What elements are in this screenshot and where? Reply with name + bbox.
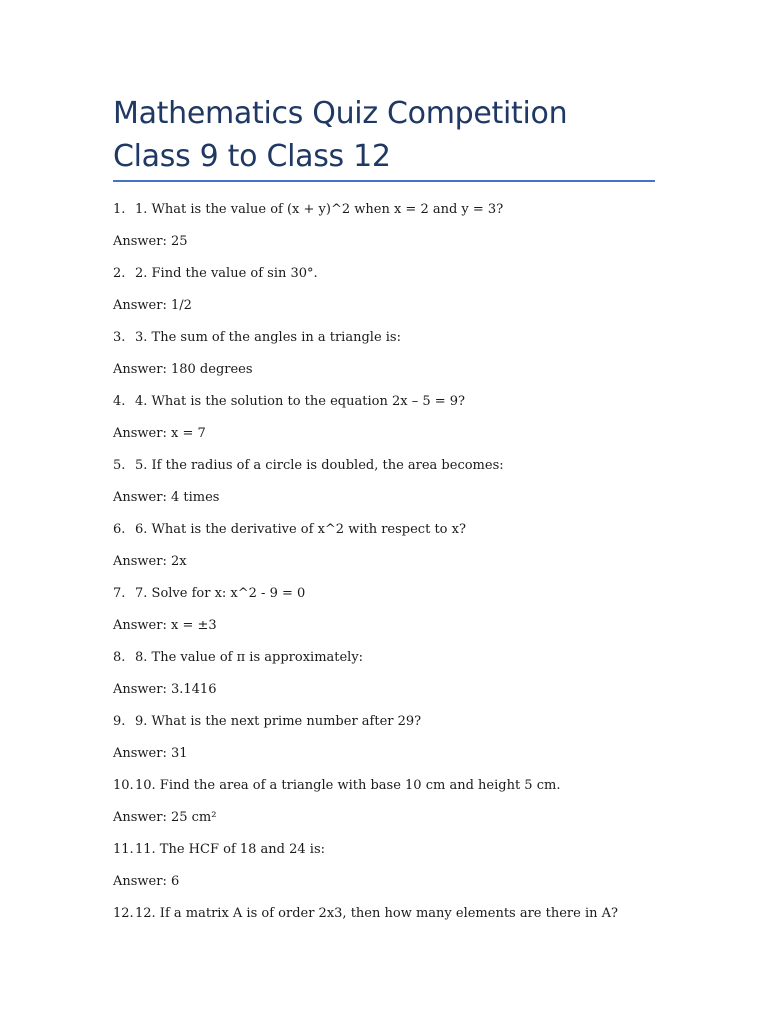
- list-number: 2.: [113, 266, 126, 281]
- question-label: 3. The sum of the angles in a triangle is:: [135, 330, 401, 345]
- quiz-item: [113, 903, 713, 967]
- title-line-1: Mathematics Quiz Competition: [113, 96, 568, 131]
- question-label: 2. Find the value of sin 30°.: [135, 266, 318, 281]
- question-text: [113, 775, 713, 807]
- question-text: [113, 647, 713, 679]
- quiz-item: [113, 711, 713, 775]
- quiz-item: [113, 583, 713, 647]
- quiz-item: [113, 327, 713, 391]
- answer-text: Answer: 3.1416: [113, 682, 217, 697]
- answer-text: Answer: x = 7: [113, 426, 206, 441]
- question-text: [113, 903, 713, 935]
- question-label: 7. Solve for x: x^2 - 9 = 0: [135, 586, 306, 601]
- title-underline-divider: [113, 180, 655, 182]
- question-answer-list: [113, 199, 713, 967]
- question-label: 11. The HCF of 18 and 24 is:: [135, 842, 326, 857]
- question-label: 1. What is the value of (x + y)^2 when x = 2 and y = 3?: [135, 202, 504, 217]
- question-label: 9. What is the next prime number after 29?: [135, 714, 422, 729]
- question-label: 5. If the radius of a circle is doubled, the area becomes:: [135, 458, 504, 473]
- question-text: [113, 327, 713, 359]
- answer-text: Answer: 25 cm²: [113, 810, 217, 825]
- question-text: [113, 455, 713, 487]
- list-number: 8.: [113, 650, 126, 665]
- answer-text: Answer: x = ±3: [113, 618, 217, 633]
- document-title: [113, 92, 673, 178]
- answer-text: Answer: 25: [113, 234, 188, 249]
- question-label: 8. The value of π is approximately:: [135, 650, 364, 665]
- answer-text: Answer: 31: [113, 746, 188, 761]
- list-number: 11.: [113, 842, 134, 857]
- list-number: 6.: [113, 522, 126, 537]
- question-label: 12. If a matrix A is of order 2x3, then how many elements are there in A?: [135, 906, 618, 921]
- answer-text: Answer: 4 times: [113, 490, 220, 505]
- question-text: [113, 583, 713, 615]
- list-number: 4.: [113, 394, 126, 409]
- question-text: [113, 263, 713, 295]
- answer-text: Answer: 180 degrees: [113, 362, 253, 377]
- question-text: [113, 391, 713, 423]
- question-label: 10. Find the area of a triangle with base 10 cm and height 5 cm.: [135, 778, 561, 793]
- answer-text: Answer: 6: [113, 874, 180, 889]
- quiz-item: [113, 839, 713, 903]
- question-text: [113, 711, 713, 743]
- quiz-item: [113, 391, 713, 455]
- quiz-item: [113, 263, 713, 327]
- list-number: 3.: [113, 330, 126, 345]
- answer-text: Answer: 2x: [113, 554, 187, 569]
- list-number: 5.: [113, 458, 126, 473]
- question-label: 6. What is the derivative of x^2 with respect to x?: [135, 522, 466, 537]
- quiz-item: [113, 455, 713, 519]
- list-number: 1.: [113, 202, 126, 217]
- question-label: 4. What is the solution to the equation 2x – 5 = 9?: [135, 394, 465, 409]
- question-text: [113, 839, 713, 871]
- quiz-item: [113, 519, 713, 583]
- question-text: [113, 199, 713, 231]
- list-number: 12.: [113, 906, 134, 921]
- quiz-item: [113, 647, 713, 711]
- answer-text: Answer: 1/2: [113, 298, 192, 313]
- title-line-2: Class 9 to Class 12: [113, 139, 391, 174]
- list-number: 9.: [113, 714, 126, 729]
- quiz-item: [113, 199, 713, 263]
- list-number: 7.: [113, 586, 126, 601]
- question-text: [113, 519, 713, 551]
- quiz-item: [113, 775, 713, 839]
- list-number: 10.: [113, 778, 134, 793]
